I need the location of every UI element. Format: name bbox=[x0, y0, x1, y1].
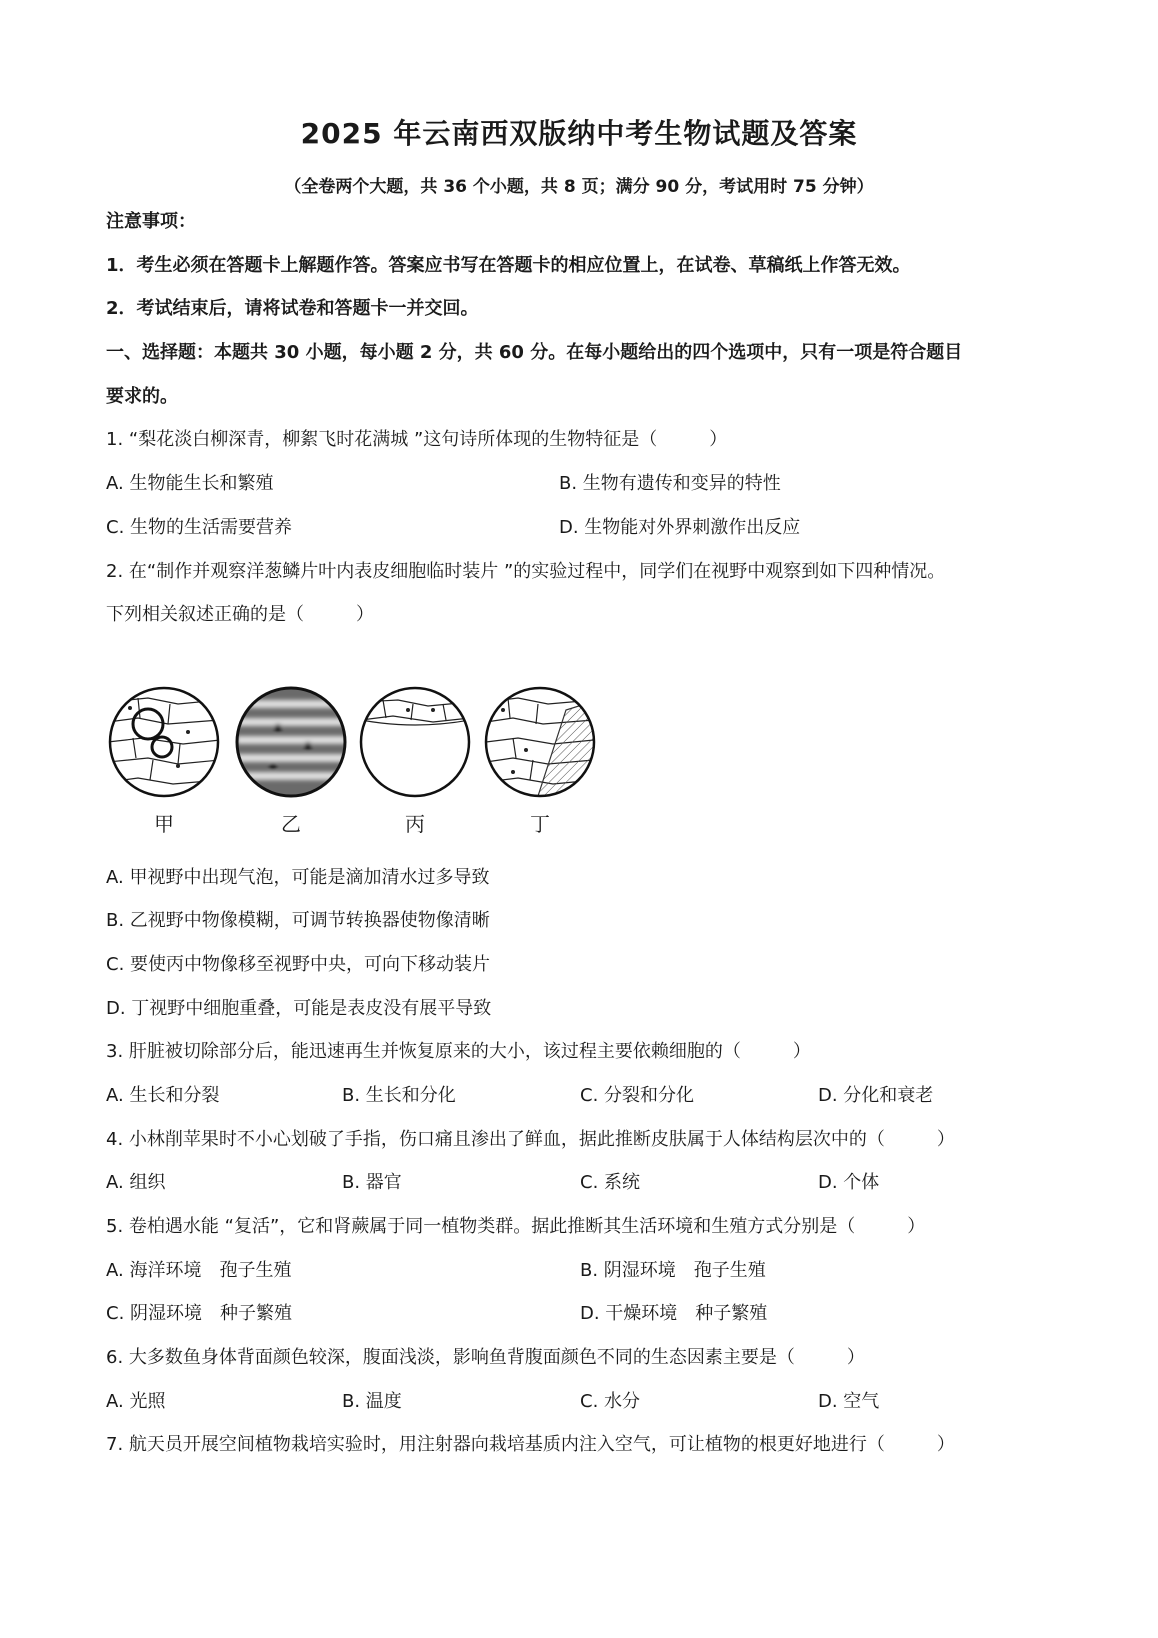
question-6-option-c: C. 水分 bbox=[580, 1391, 641, 1412]
question-2-stem-cont: 下列相关叙述正确的是（ ） bbox=[106, 604, 374, 625]
field-yi bbox=[237, 688, 347, 796]
figure-label-ding: 丁 bbox=[530, 812, 550, 836]
page-title: 2025 年云南西双版纳中考生物试题及答案 bbox=[300, 117, 858, 150]
question-1-option-b: B. 生物有遗传和变异的特性 bbox=[559, 473, 781, 494]
question-4-option-c: C. 系统 bbox=[580, 1172, 641, 1193]
page-subtitle: （全卷两个大题，共 36 个小题，共 8 页；满分 90 分，考试用时 75 分钟） bbox=[284, 177, 874, 197]
question-1-option-c: C. 生物的生活需要营养 bbox=[106, 517, 293, 538]
figure-label-jia: 甲 bbox=[154, 812, 174, 836]
field-bing bbox=[361, 688, 470, 796]
question-5-option-d: D. 干燥环境 种子繁殖 bbox=[580, 1303, 768, 1324]
section-heading-cont: 要求的。 bbox=[106, 386, 178, 407]
question-3-option-d: D. 分化和衰老 bbox=[818, 1085, 934, 1106]
question-4-option-d: D. 个体 bbox=[818, 1172, 880, 1193]
question-3-option-a: A. 生长和分裂 bbox=[106, 1085, 220, 1106]
notice-item: 2．考试结束后，请将试卷和答题卡一并交回。 bbox=[106, 298, 479, 319]
figure-label-bing: 丙 bbox=[405, 812, 425, 836]
question-4-option-b: B. 器官 bbox=[342, 1172, 402, 1193]
question-2-option-c: C. 要使丙中物像移至视野中央，可向下移动装片 bbox=[106, 954, 491, 975]
question-2-option-a: A. 甲视野中出现气泡，可能是滴加清水过多导致 bbox=[106, 867, 490, 888]
question-6-stem: 6. 大多数鱼身体背面颜色较深，腹面浅淡，影响鱼背腹面颜色不同的生态因素主要是（ ） bbox=[106, 1347, 865, 1368]
question-3-option-b: B. 生长和分化 bbox=[342, 1085, 456, 1106]
question-7-stem: 7. 航天员开展空间植物栽培实验时，用注射器向栽培基质内注入空气，可让植物的根更好地进行（ ） bbox=[106, 1434, 955, 1455]
question-1-option-d: D. 生物能对外界刺激作出反应 bbox=[559, 517, 801, 538]
question-6-option-d: D. 空气 bbox=[818, 1391, 880, 1412]
field-ding bbox=[486, 688, 598, 796]
question-5-stem: 5. 卷柏遇水能 “复活”，它和肾蕨属于同一植物类群。据此推断其生活环境和生殖方式分别是（ ） bbox=[106, 1216, 926, 1237]
question-3-stem: 3. 肝脏被切除部分后，能迅速再生并恢复原来的大小，该过程主要依赖细胞的（ ） bbox=[106, 1041, 811, 1062]
question-2-option-d: D. 丁视野中细胞重叠，可能是表皮没有展平导致 bbox=[106, 998, 492, 1019]
question-4-option-a: A. 组织 bbox=[106, 1172, 166, 1193]
question-4-stem: 4. 小林削苹果时不小心划破了手指，伤口痛且渗出了鲜血，据此推断皮肤属于人体结构层次中的（ ） bbox=[106, 1129, 955, 1150]
question-5-option-c: C. 阴湿环境 种子繁殖 bbox=[106, 1303, 293, 1324]
question-5-option-a: A. 海洋环境 孢子生殖 bbox=[106, 1260, 292, 1281]
notice-heading: 注意事项： bbox=[106, 211, 196, 232]
question-2-stem: 2. 在“制作并观察洋葱鳞片叶内表皮细胞临时装片 ”的实验过程中，同学们在视野中观察到如下四种情况。 bbox=[106, 561, 946, 582]
question-2-option-b: B. 乙视野中物像模糊，可调节转换器使物像清晰 bbox=[106, 910, 490, 931]
figure-label-yi: 乙 bbox=[281, 812, 301, 836]
question-5-option-b: B. 阴湿环境 孢子生殖 bbox=[580, 1260, 766, 1281]
question-6-option-b: B. 温度 bbox=[342, 1391, 402, 1412]
notice-item: 1．考生必须在答题卡上解题作答。答案应书写在答题卡的相应位置上，在试卷、草稿纸上作答无效。 bbox=[106, 255, 911, 276]
question-6-option-a: A. 光照 bbox=[106, 1391, 166, 1412]
question-3-option-c: C. 分裂和分化 bbox=[580, 1085, 695, 1106]
field-jia bbox=[108, 688, 220, 796]
question-1-option-a: A. 生物能生长和繁殖 bbox=[106, 473, 274, 494]
question-1-stem: 1. “梨花淡白柳深青，柳絮飞时花满城 ”这句诗所体现的生物特征是（ ） bbox=[106, 429, 728, 450]
section-heading: 一、选择题：本题共 30 小题，每小题 2 分，共 60 分。在每小题给出的四个选项中，只有一项是符合题目 bbox=[106, 342, 963, 363]
